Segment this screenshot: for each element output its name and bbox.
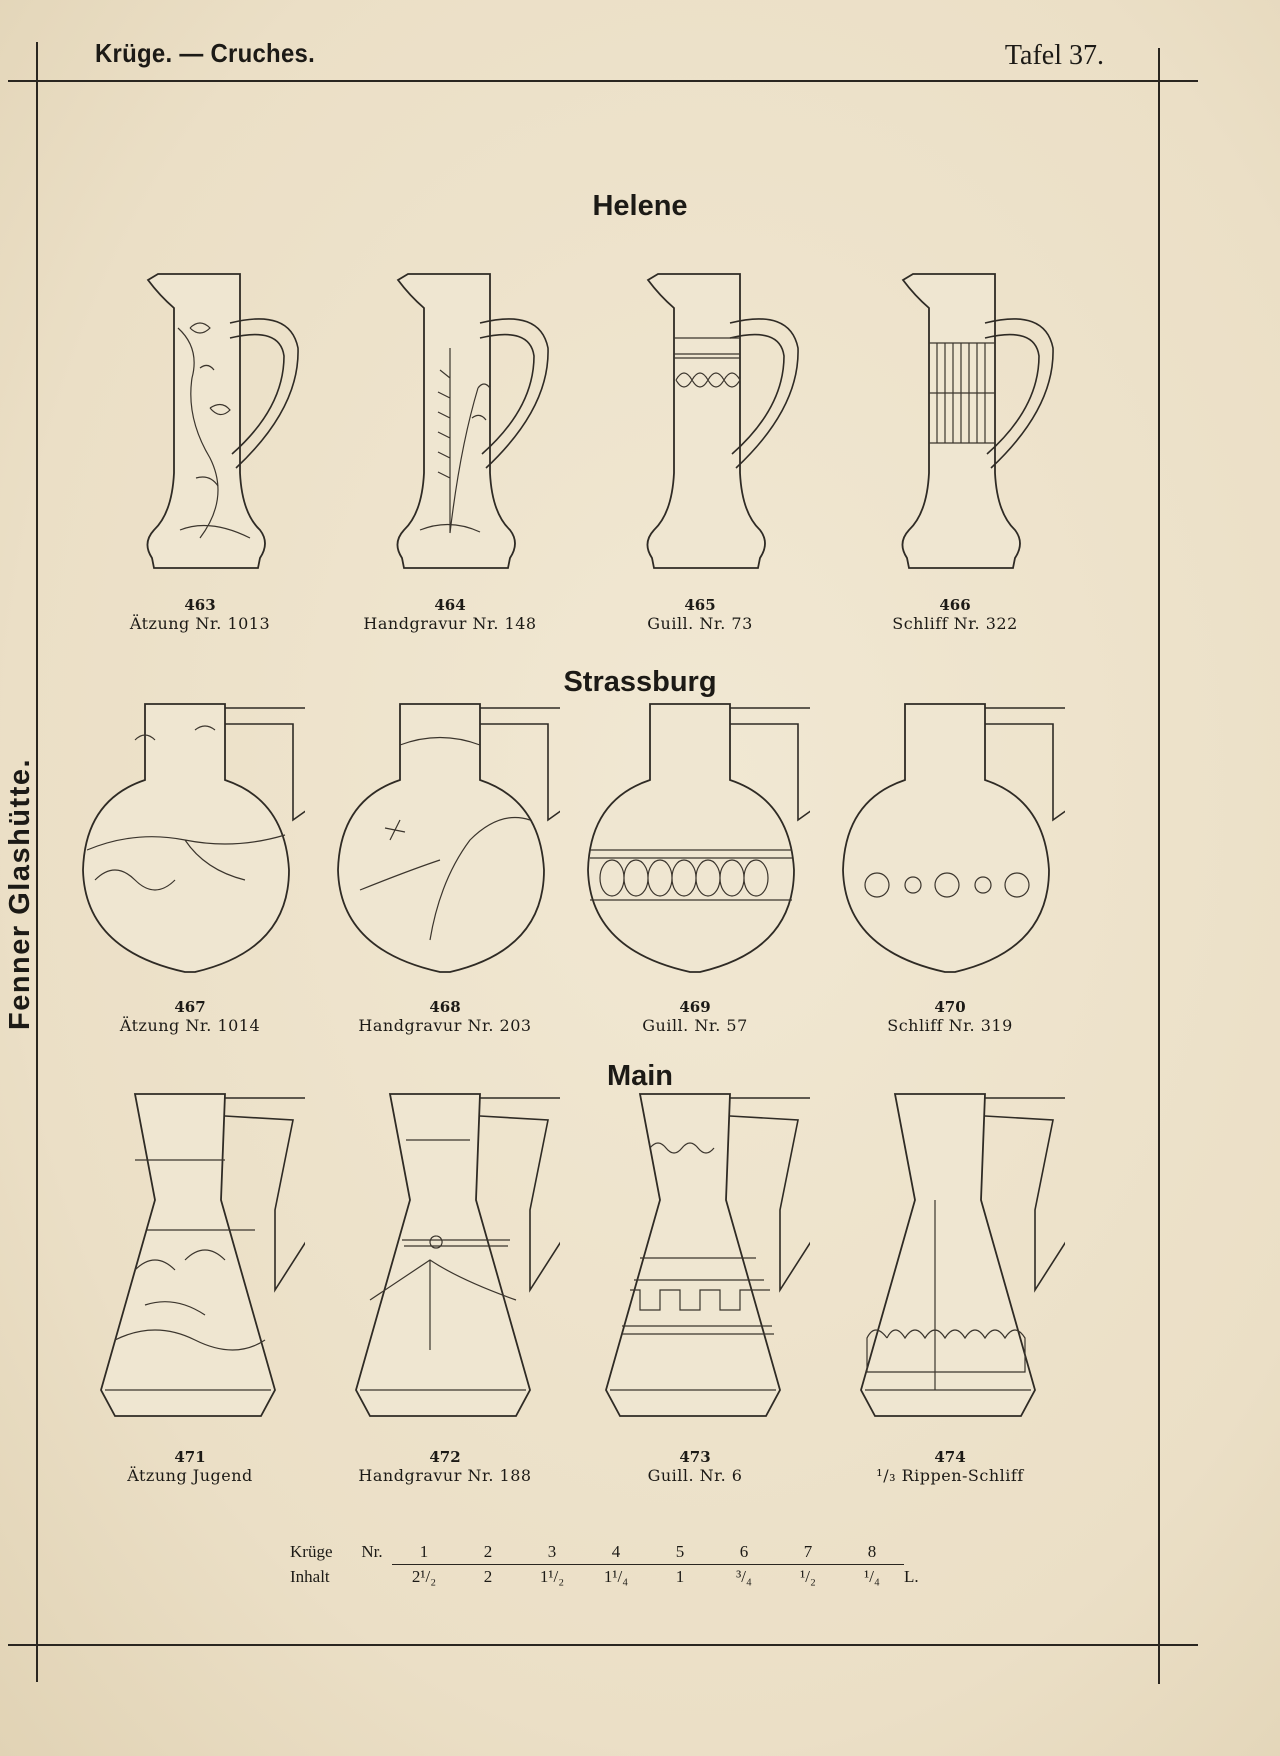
size-row xyxy=(290,1540,924,1565)
content-unit: L. xyxy=(904,1566,919,1586)
content-cell: 2¹/₂ xyxy=(411,1567,437,1586)
right-frame-line xyxy=(1158,48,1160,1684)
item-caption: Handgravur Nr. 148 xyxy=(363,614,537,633)
item-number: 470 xyxy=(934,998,966,1016)
jug-item-465 xyxy=(580,268,820,633)
content-cell: ³/₄ xyxy=(736,1567,752,1586)
item-number: 472 xyxy=(429,1448,461,1466)
content-cell: 1¹/₂ xyxy=(539,1567,565,1586)
jug-illustration xyxy=(855,268,1055,588)
jug-illustration xyxy=(580,1090,810,1440)
size-row-nr: Nr. xyxy=(361,1542,383,1562)
jug-illustration xyxy=(100,268,300,588)
item-caption: Ätzung Jugend xyxy=(127,1466,253,1485)
footer-rule xyxy=(8,1644,1198,1646)
jug-item-470 xyxy=(830,700,1070,1035)
jug-illustration xyxy=(580,700,810,990)
content-cell: ¹/₄ xyxy=(864,1567,880,1586)
jug-illustration xyxy=(350,268,550,588)
item-caption: Ätzung Nr. 1014 xyxy=(119,1016,261,1035)
jug-item-464 xyxy=(330,268,570,633)
plate-number: Tafel 37. xyxy=(1004,40,1104,71)
content-cell: 1 xyxy=(675,1567,685,1586)
jug-illustration xyxy=(835,700,1065,990)
jug-item-473 xyxy=(575,1090,815,1485)
jug-item-469 xyxy=(575,700,815,1035)
jug-item-472 xyxy=(325,1090,565,1485)
size-cell: 1 xyxy=(392,1540,456,1565)
content-row xyxy=(290,1565,924,1590)
item-number: 466 xyxy=(939,596,971,614)
item-number: 468 xyxy=(429,998,461,1016)
size-cell: 4 xyxy=(584,1540,648,1565)
item-number: 463 xyxy=(184,596,216,614)
section-title-strassburg: Strassburg xyxy=(563,666,717,698)
item-caption: Schliff Nr. 319 xyxy=(887,1016,1013,1035)
content-cell: 1¹/₄ xyxy=(603,1567,629,1586)
header-title: Krüge. — Cruches. xyxy=(95,38,316,68)
size-row-label: Krüge xyxy=(290,1542,333,1562)
jug-illustration xyxy=(835,1090,1065,1440)
item-number: 471 xyxy=(174,1448,206,1466)
item-caption: Guill. Nr. 6 xyxy=(647,1466,743,1485)
jug-illustration xyxy=(75,1090,305,1440)
jug-item-468 xyxy=(325,700,565,1035)
size-cell: 2 xyxy=(456,1540,520,1565)
jug-item-466 xyxy=(835,268,1075,633)
size-cell: 3 xyxy=(520,1540,584,1565)
item-caption: Handgravur Nr. 203 xyxy=(358,1016,532,1035)
jug-illustration xyxy=(75,700,305,990)
item-number: 473 xyxy=(679,1448,711,1466)
size-cell: 5 xyxy=(648,1540,712,1565)
item-caption: Guill. Nr. 57 xyxy=(642,1016,748,1035)
jug-item-463 xyxy=(80,268,320,633)
jug-illustration xyxy=(600,268,800,588)
jug-illustration xyxy=(330,700,560,990)
item-caption: Schliff Nr. 322 xyxy=(892,614,1018,633)
header-rule xyxy=(8,80,1198,82)
item-number: 464 xyxy=(434,596,466,614)
size-cell: 8 xyxy=(840,1540,904,1565)
jug-item-467 xyxy=(70,700,310,1035)
content-row-label: Inhalt xyxy=(290,1566,330,1586)
item-number: 467 xyxy=(174,998,206,1016)
manufacturer-side-label: Fenner Glashütte. xyxy=(4,757,36,1030)
content-cell: 2 xyxy=(483,1567,493,1586)
capacity-table xyxy=(290,1540,924,1589)
size-cell: 7 xyxy=(776,1540,840,1565)
item-number: 469 xyxy=(679,998,711,1016)
jug-illustration xyxy=(330,1090,560,1440)
size-cell: 6 xyxy=(712,1540,776,1565)
section-title-helene: Helene xyxy=(592,190,688,222)
section-title-main: Main xyxy=(606,1060,674,1092)
item-caption: Ätzung Nr. 1013 xyxy=(129,614,271,633)
jug-item-471 xyxy=(70,1090,310,1485)
item-number: 465 xyxy=(684,596,716,614)
item-caption: Handgravur Nr. 188 xyxy=(358,1466,532,1485)
content-cell: ¹/₂ xyxy=(800,1567,816,1586)
item-number: 474 xyxy=(934,1448,966,1466)
item-caption: Guill. Nr. 73 xyxy=(647,614,753,633)
jug-item-474 xyxy=(830,1090,1070,1485)
item-caption: ¹/₃ Rippen-Schliff xyxy=(876,1466,1024,1485)
